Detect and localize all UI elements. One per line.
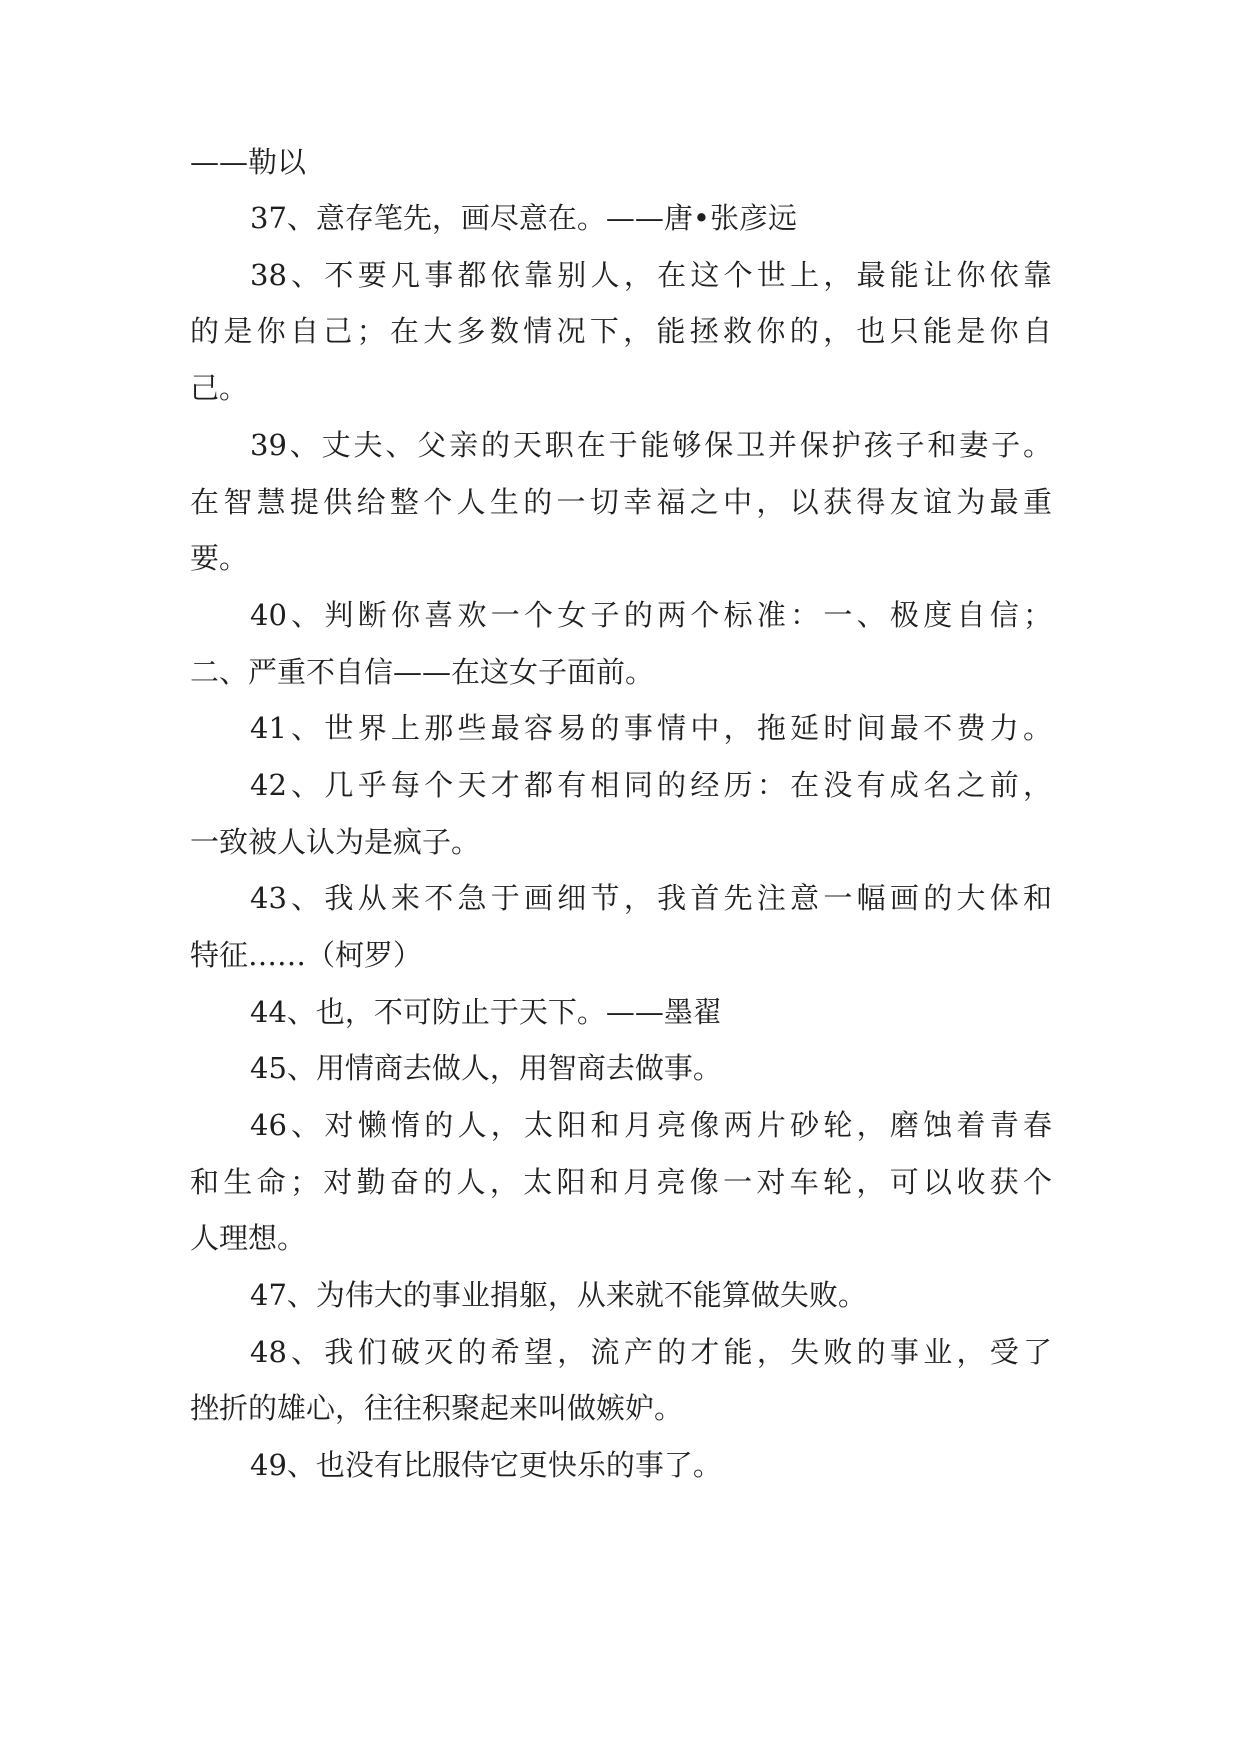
text-line: 和生命；对勤奋的人，太阳和月亮像一对车轮，可以收获个 bbox=[190, 1165, 1052, 1199]
text-line: 45、用情商去做人，用智商去做事。 bbox=[250, 1051, 722, 1085]
text-line: 在智慧提供给整个人生的一切幸福之中，以获得友谊为最重 bbox=[190, 485, 1052, 519]
text-line: 40、判断你喜欢一个女子的两个标准：一、极度自信； bbox=[250, 598, 1052, 632]
text-line: 要。 bbox=[190, 541, 249, 575]
text-line: 人理想。 bbox=[190, 1221, 307, 1255]
text-line: 43、我从来不急于画细节，我首先注意一幅画的大体和 bbox=[250, 881, 1052, 915]
text-line: 46、对懒惰的人，太阳和月亮像两片砂轮，磨蚀着青春 bbox=[250, 1108, 1052, 1142]
text-line: 48、我们破灭的希望，流产的才能，失败的事业，受了 bbox=[250, 1335, 1052, 1369]
text-line: 己。 bbox=[190, 371, 249, 405]
text-line: 44、也，不可防止于天下。——墨翟 bbox=[250, 995, 722, 1029]
text-line: 一致被人认为是疯子。 bbox=[190, 825, 481, 859]
text-line: 特征……（柯罗） bbox=[190, 938, 423, 972]
text-line: 二、严重不自信——在这女子面前。 bbox=[190, 655, 655, 689]
text-line: 42、几乎每个天才都有相同的经历：在没有成名之前， bbox=[250, 768, 1052, 802]
text-line: 37、意存笔先，画尽意在。——唐•张彦远 bbox=[250, 201, 798, 235]
text-line: 49、也没有比服侍它更快乐的事了。 bbox=[250, 1448, 722, 1482]
text-line: ——勒以 bbox=[190, 145, 307, 179]
text-line: 38、不要凡事都依靠别人，在这个世上，最能让你依靠 bbox=[250, 258, 1052, 292]
text-line: 39、丈夫、父亲的天职在于能够保卫并保护孩子和妻子。 bbox=[250, 428, 1052, 462]
text-line: 47、为伟大的事业捐躯，从来就不能算做失败。 bbox=[250, 1278, 867, 1312]
text-line: 挫折的雄心，往往积聚起来叫做嫉妒。 bbox=[190, 1391, 684, 1425]
text-line: 41、世界上那些最容易的事情中，拖延时间最不费力。 bbox=[250, 711, 1052, 745]
text-line: 的是你自己；在大多数情况下，能拯救你的，也只能是你自 bbox=[190, 314, 1052, 348]
